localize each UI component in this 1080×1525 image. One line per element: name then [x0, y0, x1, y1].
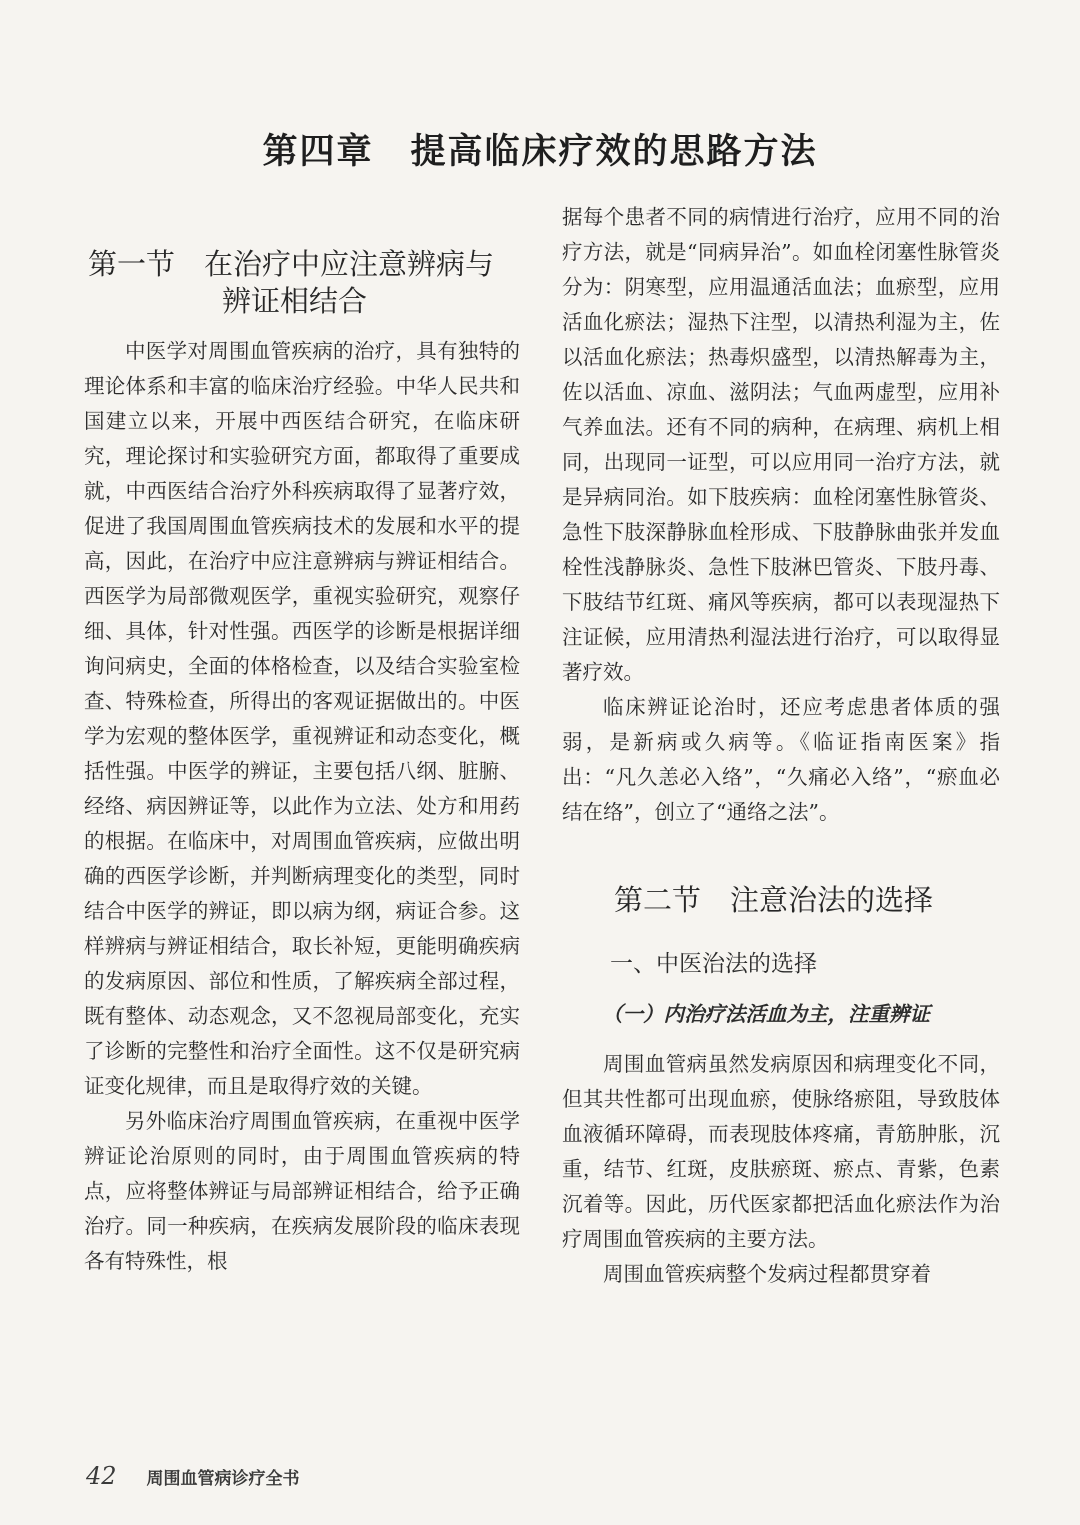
page-footer [86, 1462, 300, 1490]
section1-paragraph-1: 中医学对周围血管疾病的治疗，具有独特的理论体系和丰富的临床治疗经验。中华人民共和国建立以来，开展中西医结合研究，在临床研究，理论探讨和实验研究方面，都取得了重要成就，中西医结合治疗外科疾病取得了显著疗效，促进了我国周围血管疾病技术的发展和水平的提高，因此，在治疗中应注意辨病与辨证相结合。西医学为局部微观医学，重视实验研究，观察仔细、具体，针对性强。西医学的诊断是根据详细询问病史，全面的体格检查，以及结合实验室检查、特殊检查，所得出的客观证据做出的。中医学为宏观的整体医学，重视辨证和动态变化，概括性强。中医学的辨证，主要包括八纲、脏腑、经络、病因辨证等，以此作为立法、处方和用药的根据。在临床中，对周围血管疾病，应做出明确的西医学诊断，并判断病理变化的类型，同时结合中医学的辨证，即以病为纲，病证合参。这样辨病与辨证相结合，取长补短，更能明确疾病的发病原因、部位和性质，了解疾病全部过程，既有整体、动态观念，又不忽视局部变化，充实了诊断的完整性和治疗全面性。这不仅是研究病证变化规律，而且是取得疗效的关键。 [84, 339, 520, 1098]
book-title: 周围血管病诊疗全书 [146, 1469, 300, 1489]
chapter-title: 第四章 提高临床疗效的思路方法 [262, 131, 818, 172]
subsection-title: 一、中医治法的选择 [610, 951, 817, 977]
section1-title-line1: 第一节 在治疗中应注意辨病与 [88, 247, 495, 281]
right-column [562, 200, 1000, 1292]
subsubsection-title: （一）内治疗法活血为主，注重辨证 [602, 1002, 930, 1026]
section2-paragraph-2: 周围血管疾病整个发病过程都贯穿着 [603, 1262, 931, 1286]
section1-paragraph-2-continuation: 据每个患者不同的病情进行治疗，应用不同的治疗方法，就是“同病异治”。如血栓闭塞性脉管炎分为：阴寒型，应用温通活血法；血瘀型，应用活血化瘀法；湿热下注型，以清热利湿为主，佐以活血化瘀法；热毒炽盛型，以清热解毒为主，佐以活血、凉血、滋阴法；气血两虚型，应用补气养血法。还有不同的病种，在病理、病机上相同，出现同一证型，可以应用同一治疗方法，就是异病同治。如下肢疾病：血栓闭塞性脉管炎、急性下肢深静脉血栓形成、下肢静脉曲张并发血栓性浅静脉炎、急性下肢淋巴管炎、下肢丹毒、下肢结节红斑、痛风等疾病，都可以表现湿热下注证候，应用清热利湿法进行治疗，可以取得显著疗效。 [562, 205, 1000, 684]
section1-title-line2: 辨证相结合 [222, 284, 368, 318]
section1-title [88, 246, 520, 320]
section1-paragraph-2: 另外临床治疗周围血管疾病，在重视中医学辨证论治原则的同时，由于周围血管疾病的特点，应将整体辨证与局部辨证相结合，给予正确治疗。同一种疾病，在疾病发展阶段的临床表现各有特殊性，根 [84, 1109, 520, 1273]
section2-title: 第二节 注意治法的选择 [614, 883, 934, 917]
section2-paragraph-1: 周围血管病虽然发病原因和病理变化不同，但其共性都可出现血瘀，使脉络瘀阻，导致肢体血液循环障碍，而表现肢体疼痛，青筋肿胀，沉重，结节、红斑，皮肤瘀斑、瘀点、青紫，色素沉着等。因此，历代医家都把活血化瘀法作为治疗周围血管疾病的主要方法。 [562, 1052, 1000, 1251]
page-number: 42 [86, 1462, 117, 1490]
section1-paragraph-3: 临床辨证论治时，还应考虑患者体质的强弱，是新病或久病等。《临证指南医案》指出：“凡久恙必入络”，“久痛必入络”，“瘀血必结在络”，创立了“通络之法”。 [562, 695, 1000, 824]
left-column [84, 246, 520, 1279]
